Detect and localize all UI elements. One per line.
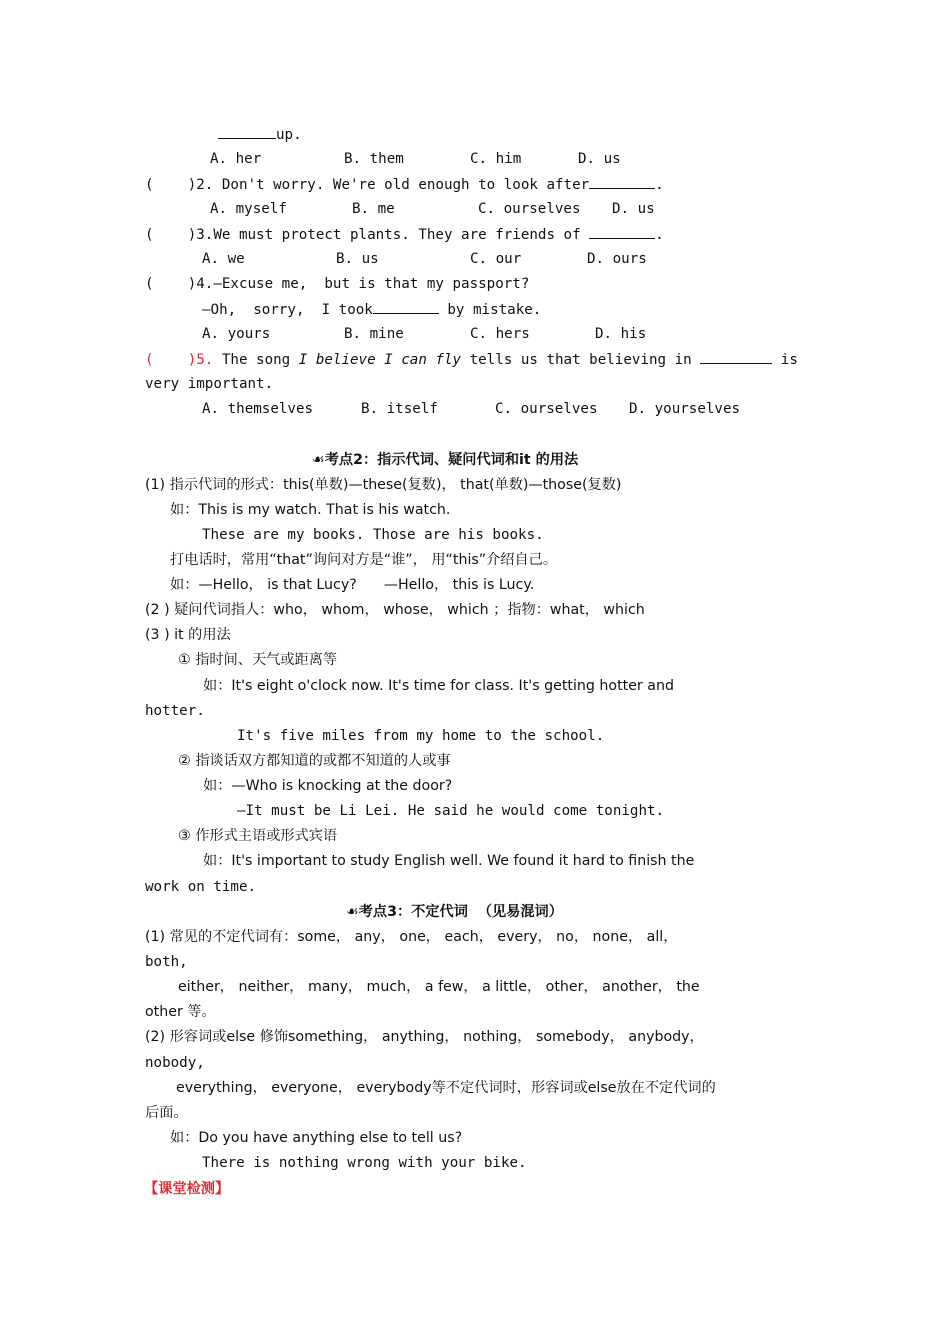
q4-option-a: A. yours xyxy=(202,326,271,342)
kp2-c2-ex: 如：—Who is knocking at the door? xyxy=(203,778,453,794)
q3-option-d: D. ours xyxy=(587,251,647,267)
kp2-c2-ex2: —It must be Li Lei. He said he would come tonight. xyxy=(237,803,665,819)
q4-line2: —Oh, sorry, I took by mistake. xyxy=(202,299,541,321)
kp2-c2: ② 指谈话双方都知道的或都不知道的人或事 xyxy=(178,753,451,769)
q5-option-a: A. themselves xyxy=(202,401,314,417)
bullet-icon: ☙ xyxy=(312,452,325,468)
answer-paren: ( ) xyxy=(145,276,197,292)
q4-option-b: B. mine xyxy=(344,326,404,342)
q2-option-c: C. ourselves xyxy=(478,201,581,217)
kp2-c1-ex2: hotter. xyxy=(145,703,205,719)
q1-option-c: C. him xyxy=(470,151,522,167)
q4-option-c: C. hers xyxy=(470,326,530,342)
answer-paren: ( ) xyxy=(145,177,197,193)
q5-option-c: C. ourselves xyxy=(495,401,598,417)
q5-stem: ( )5. The song I believe I can fly tells us that believing in is xyxy=(145,349,798,371)
q3-option-b: B. us xyxy=(336,251,379,267)
q1-line2: up. xyxy=(218,124,302,146)
kp2-ex2: 如：—Hello， is that Lucy? —Hello， this is Lucy. xyxy=(170,577,535,593)
q2-stem: ( )2. Don't worry. We're old enough to look after . xyxy=(145,174,664,196)
kp2-p2: (2 ) 疑问代词指人：who， whom， whose， which ；指物：what， which xyxy=(145,602,645,618)
q2-option-b: B. me xyxy=(352,201,395,217)
kp2-c1-ex3: It's five miles from my home to the school. xyxy=(237,728,605,744)
q5-option-b: B. itself xyxy=(361,401,438,417)
q5-option-d: D. yourselves xyxy=(629,401,741,417)
kp3-p1: (1) 常见的不定代词有：some， any， one， each， every， no， none， all， xyxy=(145,929,678,945)
kp2-p3: (3 ) it 的用法 xyxy=(145,627,231,643)
kp3-p1c: either， neither， many， much， a few， a little， other， another， the xyxy=(178,979,700,995)
q2-option-a: A. myself xyxy=(210,201,287,217)
kp3-ex1: 如：Do you have anything else to tell us? xyxy=(170,1130,463,1146)
q3-option-c: C. our xyxy=(470,251,522,267)
q3-stem: ( )3.We must protect plants. They are friends of . xyxy=(145,224,664,246)
q4-option-d: D. his xyxy=(595,326,647,342)
q1-option-d: D. us xyxy=(578,151,621,167)
kp3-p2c: everything， everyone， everybody等不定代词时，形容词或else放在不定代词的 xyxy=(176,1080,716,1096)
kp3-p1b: both, xyxy=(145,954,188,970)
q1-option-a: A. her xyxy=(210,151,262,167)
answer-blank xyxy=(700,349,772,364)
bullet-icon: ☙ xyxy=(346,904,359,920)
answer-paren: ( ) xyxy=(145,227,197,243)
q3-option-a: A. we xyxy=(202,251,245,267)
kp2-c1: ① 指时间、天气或距离等 xyxy=(178,652,338,668)
kp2-c3-ex: 如：It's important to study English well. We found it hard to finish the xyxy=(203,853,695,869)
kp3-heading: ☙考点3：不定代词 （见易混词） xyxy=(346,904,563,920)
answer-blank xyxy=(589,224,655,239)
kp3-p2: (2) 形容词或else 修饰something， anything， nothing， somebody， anybody， xyxy=(145,1029,704,1045)
q2-option-d: D. us xyxy=(612,201,655,217)
kp3-ex2: There is nothing wrong with your bike. xyxy=(202,1155,527,1171)
kp2-phone: 打电话时，常用“that”询问对方是“谁”， 用“this”介绍自己。 xyxy=(170,552,558,568)
answer-blank xyxy=(589,174,655,189)
kp2-c3: ③ 作形式主语或形式宾语 xyxy=(178,828,338,844)
kp2-ex1b: These are my books. Those are his books. xyxy=(202,527,544,543)
answer-paren: ( )5. xyxy=(145,352,214,368)
kp2-c3-ex2: work on time. xyxy=(145,879,257,895)
kp2-ex1a: 如：This is my watch. That is his watch. xyxy=(170,502,451,518)
kp3-p1d: other 等。 xyxy=(145,1004,216,1020)
answer-blank xyxy=(218,124,276,139)
section-label-classroom-test: 【课堂检测】 xyxy=(144,1181,230,1197)
kp2-heading: ☙考点2：指示代词、疑问代词和it 的用法 xyxy=(312,452,579,468)
kp3-p2d: 后面。 xyxy=(145,1105,188,1121)
q5-line2: very important. xyxy=(145,376,274,392)
answer-blank xyxy=(373,299,439,314)
kp3-p2b: nobody, xyxy=(145,1055,205,1071)
kp2-p1: (1) 指示代词的形式：this(单数)—these(复数)， that(单数)—those(复数) xyxy=(145,477,622,493)
q4-stem: ( )4.—Excuse me, but is that my passport? xyxy=(145,276,530,292)
q1-option-b: B. them xyxy=(344,151,404,167)
song-title: I believe I can fly xyxy=(298,352,462,368)
kp2-c1-ex: 如：It's eight o'clock now. It's time for class. It's getting hotter and xyxy=(203,678,674,694)
